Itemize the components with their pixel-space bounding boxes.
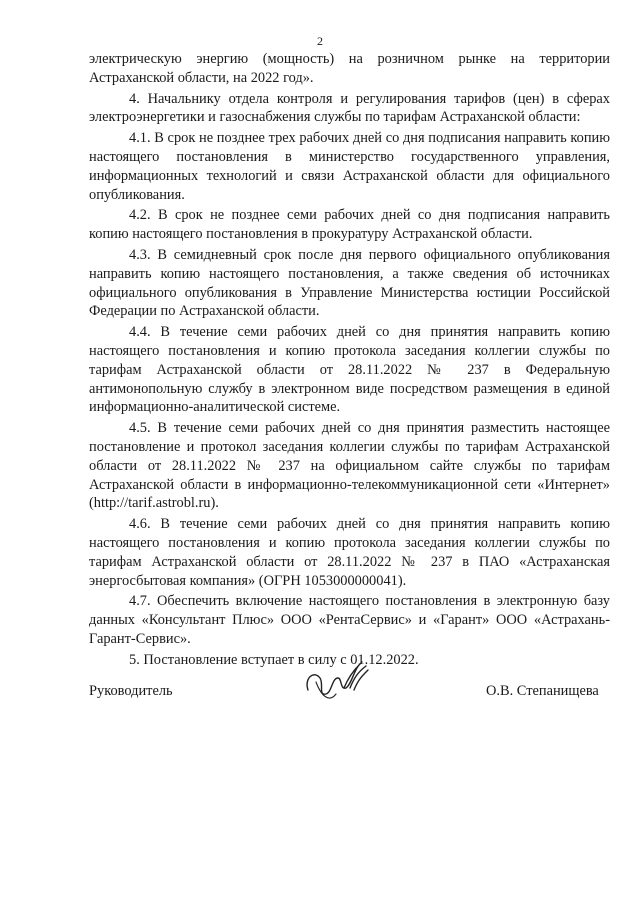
paragraph: 5. Постановление вступает в силу с 01.12.2022. (129, 651, 419, 668)
page-number: 2 (317, 34, 323, 48)
paragraph: 4.4. В течение семи рабочих дней со дня принятия направить копию настоящего постановления и копию протокола заседания коллегии службы по тарифам Астраханской области от 28.11.2022 № 237 в Федеральную антимонопольную службу в электронном виде посредством размещения в единой информационно-аналитической системе. (89, 324, 610, 416)
paragraph: 4.5. В течение семи рабочих дней со дня принятия разместить настоящее постановление и протокол заседания коллегии службы по тарифам Астраханской области от 28.11.2022 № 237 на официальном сайте службы по тарифам Астраханской области в информационно-телекоммуникационной сети «Интернет» (http://tarif.astrobl.ru). (89, 420, 610, 512)
paragraph: 4.2. В срок не позднее семи рабочих дней со дня подписания направить копию настоящего постановления в прокуратуру Астраханской области. (89, 207, 610, 243)
signature-position: Руководитель (89, 683, 173, 699)
paragraph: 4. Начальнику отдела контроля и регулирования тарифов (цен) в сферах электроэнергетики и газоснабжения службы по тарифам Астраханской области: (89, 90, 610, 126)
handwritten-signature (296, 648, 376, 718)
paragraph: 4.6. В течение семи рабочих дней со дня принятия направить копию настоящего постановления и копию протокола заседания коллегии службы по тарифам Астраханской области от 28.11.2022 № 237 в ПАО «Астраханская энергосбытовая компания» (ОГРН 1053000000041). (89, 516, 610, 589)
paragraph: электрическую энергию (мощность) на розничном рынке на территории Астраханской области, на 2022 год». (89, 51, 610, 86)
signatory-name: О.В. Степанищева (486, 683, 599, 699)
paragraph: 4.1. В срок не позднее трех рабочих дней со дня подписания направить копию настоящего постановления в министерство государственного управления, информационных технологий и связи Астраханской области для официального опубликования. (89, 130, 610, 203)
paragraph: 4.3. В семидневный срок после дня первого официального опубликования направить копию настоящего постановления, а также сведения об источниках официального опубликования в Управление Министерства юстиции Российской Федерации по Астраханской области. (89, 246, 610, 320)
document-body (89, 50, 610, 672)
paragraph: 4.7. Обеспечить включение настоящего постановления в электронную базу данных «Консультант Плюс» ООО «РентаСервис» и «Гарант» ООО «Астрахань-Гарант-Сервис». (89, 593, 610, 647)
